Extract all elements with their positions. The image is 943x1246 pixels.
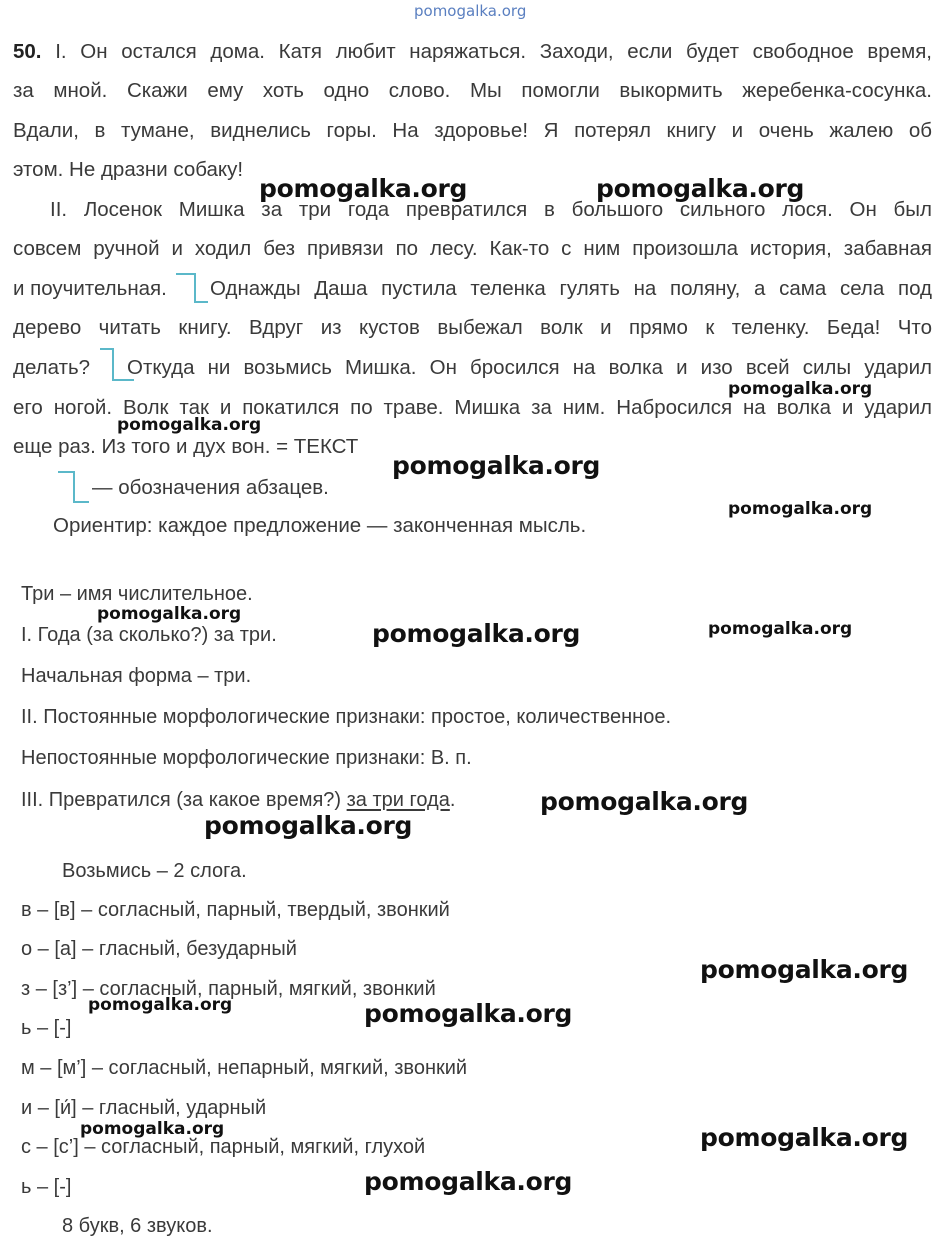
analysis-line: II. Постоянные морфологические признаки: простое, количественное. [21,706,672,728]
exercise-line: и поучительная. [13,277,167,300]
exercise-line: 50. I. Он остался дома. Катя любит наряжаться. Заходи, если будет свободное время, [13,40,932,63]
site-watermark: pomogalka.org [97,604,242,624]
analysis-line: Непостоянные морфологические признаки: В. п. [21,747,472,769]
site-watermark: pomogalka.org [596,174,805,203]
analysis-line: III. Превратился (за какое время?) за три года. [21,789,456,811]
site-watermark: pomogalka.org [540,787,749,816]
site-watermark: pomogalka.org [392,451,601,480]
exercise-line: этом. Не дразни собаку! [13,158,244,181]
exercise-line: совсем ручной и ходил без привязи по лесу. Как-то с ним произошла история, забавная [13,237,932,260]
site-watermark: pomogalka.org [728,499,873,519]
paragraph-mark-icon [194,273,208,303]
analysis-line: I. Года (за сколько?) за три. [21,624,277,646]
site-watermark: pomogalka.org [259,174,468,203]
phonetic-title: Возьмись – 2 слога. [62,860,247,882]
phonetic-row: с – [с’] – согласный, парный, мягкий, глухой [21,1136,426,1158]
site-watermark: pomogalka.org [708,619,853,639]
underlined-phrase: за три года [346,789,450,811]
site-watermark: pomogalka.org [88,995,233,1015]
analysis-line: Начальная форма – три. [21,665,252,687]
phonetic-row: ь – [-] [21,1017,72,1039]
site-watermark: pomogalka.org [117,415,262,435]
exercise-line: Вдали, в тумане, виднелись горы. На здоровье! Я потерял книгу и очень жалею об [13,119,932,142]
phonetic-summary: 8 букв, 6 звуков. [62,1215,213,1237]
site-watermark: pomogalka.org [372,619,581,648]
phonetic-row: и – [и́] – гласный, ударный [21,1097,267,1119]
exercise-line: дерево читать книгу. Вдруг из кустов выбежал волк и прямо к теленку. Беда! Что [13,316,932,339]
site-watermark: pomogalka.org [728,379,873,399]
site-watermark: pomogalka.org [364,999,573,1028]
analysis-line: Три – имя числительное. [21,583,253,605]
exercise-line: Однажды Даша пустила теленка гулять на поляну, а сама села под [210,277,932,300]
exercise-line: его ногой. Волк так и покатился по траве. Мишка за ним. Набросился на волка и ударил [13,396,932,419]
site-watermark: pomogalka.org [364,1167,573,1196]
paragraph-mark-icon [176,273,196,275]
exercise-line: еще раз. Из того и дух вон. = ТЕКСТ [13,435,359,458]
phonetic-row: з – [з’] – согласный, парный, мягкий, звонкий [21,978,436,1000]
hint-text: Ориентир: каждое предложение — законченная мысль. [53,514,587,537]
exercise-line: за мной. Скажи ему хоть одно слово. Мы помогли выкормить жеребенка-сосунка. [13,79,932,102]
site-watermark: pomogalka.org [700,955,909,984]
site-watermark: pomogalka.org [204,811,413,840]
exercise-number: 50. [13,40,42,63]
paragraph-legend: — обозначения абзацев. [92,476,329,499]
phonetic-row: в – [в] – согласный, парный, твердый, звонкий [21,899,450,921]
phonetic-row: о – [а] – гласный, безударный [21,938,297,960]
site-watermark: pomogalka.org [80,1119,225,1139]
exercise-line: Откуда ни возьмись Мишка. Он бросился на волка и изо всей силы ударил [127,356,932,379]
site-watermark: pomogalka.org [700,1123,909,1152]
site-watermark-top: pomogalka.org [414,2,527,20]
paragraph-mark-icon [73,471,89,503]
exercise-line: II. Лосенок Мишка за три года превратился в большого сильного лося. Он был [50,198,932,221]
exercise-line: делать? [13,356,91,379]
phonetic-row: ь – [-] [21,1176,72,1198]
paragraph-mark-icon [112,348,134,381]
phonetic-row: м – [м’] – согласный, непарный, мягкий, звонкий [21,1057,468,1079]
